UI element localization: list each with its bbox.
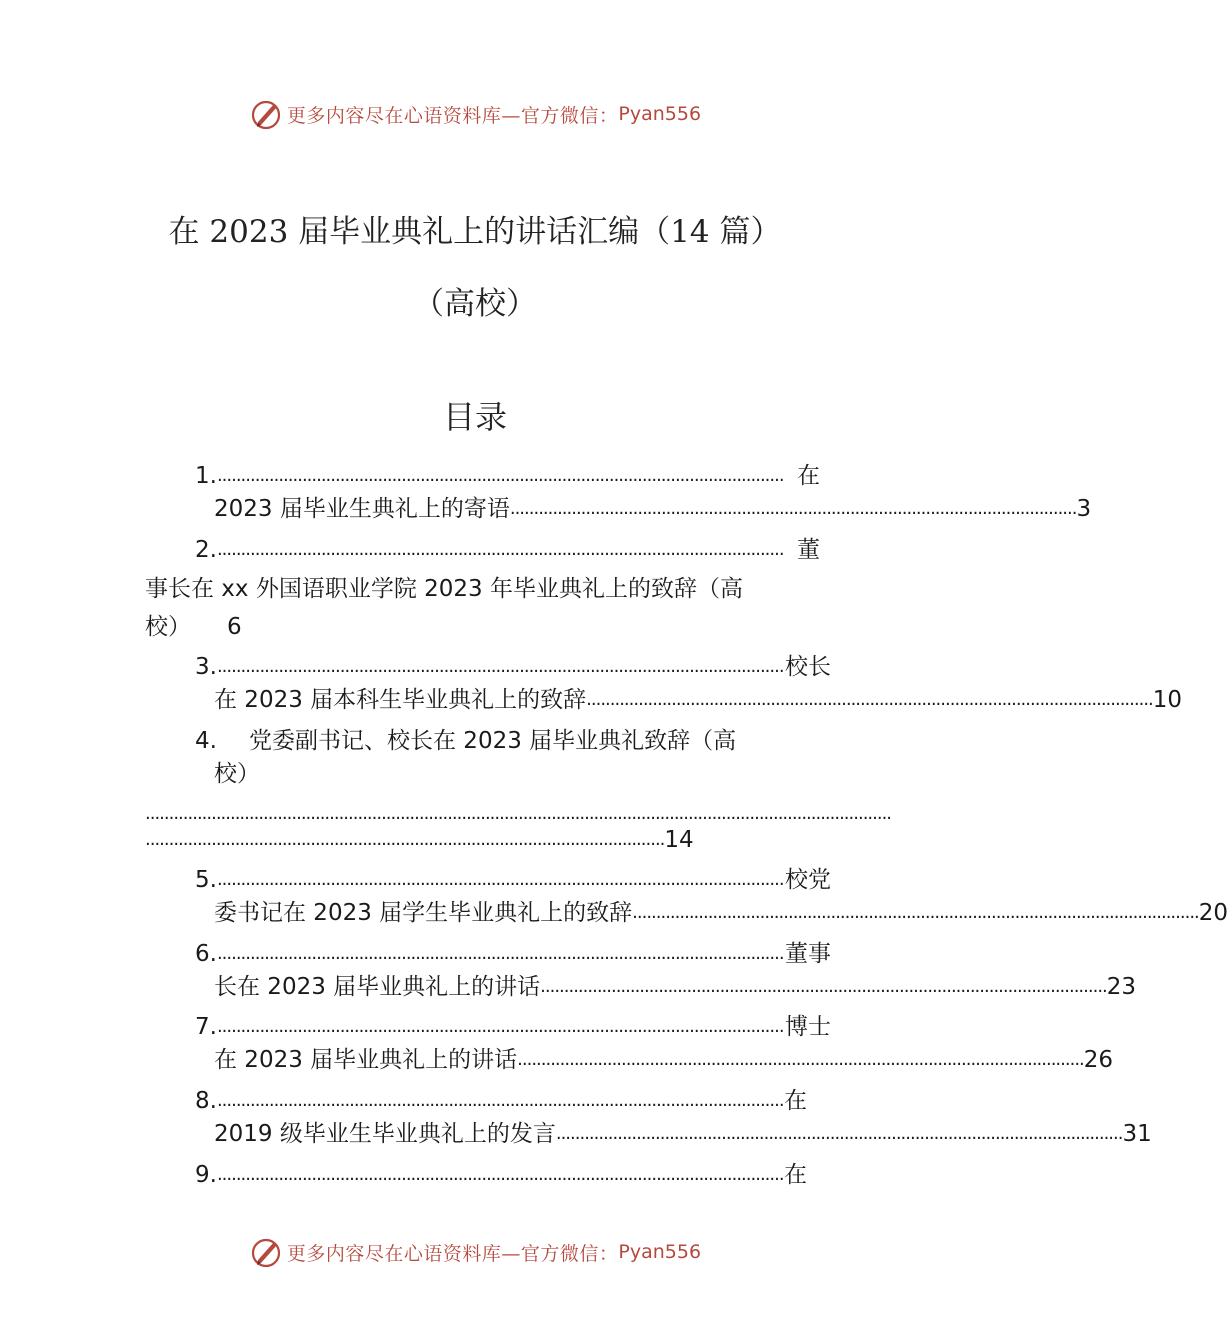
dot-leader: ........................................................................................................................ bbox=[509, 498, 1077, 519]
toc-item-number: 6. bbox=[195, 941, 217, 967]
toc-item-7-line2[interactable] bbox=[214, 1043, 1114, 1077]
dot-leader: ........................................................................................................................ bbox=[216, 656, 784, 677]
toc-item-1[interactable] bbox=[195, 459, 820, 493]
dot-leader: .............................................................................................................. bbox=[145, 829, 665, 850]
toc-item-2-line2[interactable] bbox=[145, 572, 805, 606]
toc-item-2-line3[interactable] bbox=[145, 610, 345, 644]
dot-leader: .............................................................................................................................................................. bbox=[145, 803, 892, 824]
toc-item-text: 在 bbox=[797, 463, 820, 489]
toc-item-number: 9. bbox=[195, 1162, 217, 1188]
toc-item-text: 2019 级毕业生毕业典礼上的发言 bbox=[214, 1121, 556, 1147]
dot-leader: ........................................................................................................................ bbox=[632, 902, 1199, 923]
dot-leader: ........................................................................................................................ bbox=[555, 1123, 1123, 1144]
toc-item-text: 校长 bbox=[785, 654, 831, 680]
toc-item-number: 8. bbox=[195, 1088, 217, 1114]
toc-item-9[interactable] bbox=[195, 1158, 807, 1192]
toc-item-5[interactable] bbox=[195, 863, 831, 897]
dot-leader: ........................................................................................................................ bbox=[216, 943, 784, 964]
toc-item-number: 7. bbox=[195, 1014, 217, 1040]
toc-heading: 目录 bbox=[442, 398, 507, 436]
pen-logo-icon bbox=[249, 97, 283, 131]
dot-leader: ........................................................................................................................ bbox=[216, 1090, 784, 1111]
toc-item-number: 2. bbox=[195, 537, 217, 563]
toc-item-number: 4. bbox=[195, 728, 217, 754]
toc-item-8-line2[interactable] bbox=[214, 1117, 1152, 1151]
toc-page-number: 14 bbox=[664, 827, 694, 853]
toc-item-text: 校） bbox=[145, 614, 191, 640]
toc-item-text: 在 bbox=[784, 1088, 807, 1114]
toc-item-text: 校党 bbox=[785, 867, 831, 893]
toc-item-7[interactable] bbox=[195, 1010, 831, 1044]
toc-item-text: 在 2023 届毕业典礼上的讲话 bbox=[214, 1047, 518, 1073]
toc-item-3-line2[interactable] bbox=[214, 683, 1183, 717]
toc-item-text: 在 bbox=[784, 1162, 807, 1188]
dot-leader: ........................................................................................................................ bbox=[216, 465, 784, 486]
banner-text: 更多内容尽在心语资料库—官方微信： bbox=[286, 104, 619, 127]
toc-page-number: 10 bbox=[1152, 687, 1183, 713]
toc-item-text: 博士 bbox=[785, 1014, 831, 1040]
dot-leader: ........................................................................................................................ bbox=[216, 539, 784, 560]
toc-item-text: 校） bbox=[214, 761, 260, 787]
pen-logo-icon bbox=[249, 1235, 283, 1269]
banner-text: 更多内容尽在心语资料库—官方微信： bbox=[286, 1242, 619, 1265]
header-banner bbox=[0, 94, 950, 134]
toc-item-number: 5. bbox=[195, 867, 217, 893]
toc-item-text: 在 2023 届本科生毕业典礼上的致辞 bbox=[214, 687, 587, 713]
toc-item-5-line2[interactable] bbox=[214, 896, 1228, 930]
toc-item-text: 党委副书记、校长在 2023 届毕业典礼致辞（高 bbox=[249, 728, 737, 754]
toc-item-text: 委书记在 2023 届学生毕业典礼上的致辞 bbox=[214, 900, 633, 926]
toc-page-number: 20 bbox=[1198, 900, 1228, 926]
toc-item-4[interactable] bbox=[195, 724, 815, 758]
toc-item-6[interactable] bbox=[195, 937, 831, 971]
dot-leader: ........................................................................................................................ bbox=[216, 1016, 784, 1037]
banner-wechat-id: Pyan556 bbox=[618, 103, 702, 125]
toc-item-text: 2023 届毕业生典礼上的寄语 bbox=[214, 496, 510, 522]
toc-item-4-line2[interactable] bbox=[214, 757, 414, 791]
document-subtitle: （高校） bbox=[413, 286, 537, 322]
toc-item-number: 1. bbox=[195, 463, 217, 489]
toc-item-text: 事长在 xx 外国语职业学院 2023 年毕业典礼上的致辞（高 bbox=[145, 576, 743, 602]
dot-leader: ........................................................................................................................ bbox=[586, 689, 1153, 710]
footer-banner bbox=[0, 1232, 950, 1272]
toc-item-8[interactable] bbox=[195, 1084, 807, 1118]
dot-leader: ........................................................................................................................ bbox=[540, 976, 1107, 997]
toc-item-text: 长在 2023 届毕业典礼上的讲话 bbox=[214, 974, 541, 1000]
banner-wechat-id: Pyan556 bbox=[618, 1241, 702, 1263]
toc-item-4-line3[interactable] bbox=[145, 823, 694, 857]
toc-item-1-line2[interactable] bbox=[214, 492, 1092, 526]
dot-leader: ........................................................................................................................ bbox=[216, 869, 784, 890]
toc-item-text: 董事 bbox=[785, 941, 831, 967]
toc-item-3[interactable] bbox=[195, 650, 831, 684]
toc-item-2[interactable] bbox=[195, 533, 820, 567]
toc-page-number: 26 bbox=[1083, 1047, 1114, 1073]
toc-page-number: 23 bbox=[1106, 974, 1137, 1000]
toc-item-text: 董 bbox=[797, 537, 820, 563]
toc-page-number: 6 bbox=[227, 614, 242, 640]
dot-leader: ........................................................................................................................ bbox=[216, 1164, 784, 1185]
toc-page-number: 3 bbox=[1076, 496, 1092, 522]
toc-page-number: 31 bbox=[1122, 1121, 1152, 1147]
dot-leader: ........................................................................................................................ bbox=[517, 1049, 1084, 1070]
toc-item-number: 3. bbox=[195, 654, 217, 680]
toc-item-6-line2[interactable] bbox=[214, 970, 1137, 1004]
document-title: 在 2023 届毕业典礼上的讲话汇编（14 篇） bbox=[168, 214, 782, 250]
